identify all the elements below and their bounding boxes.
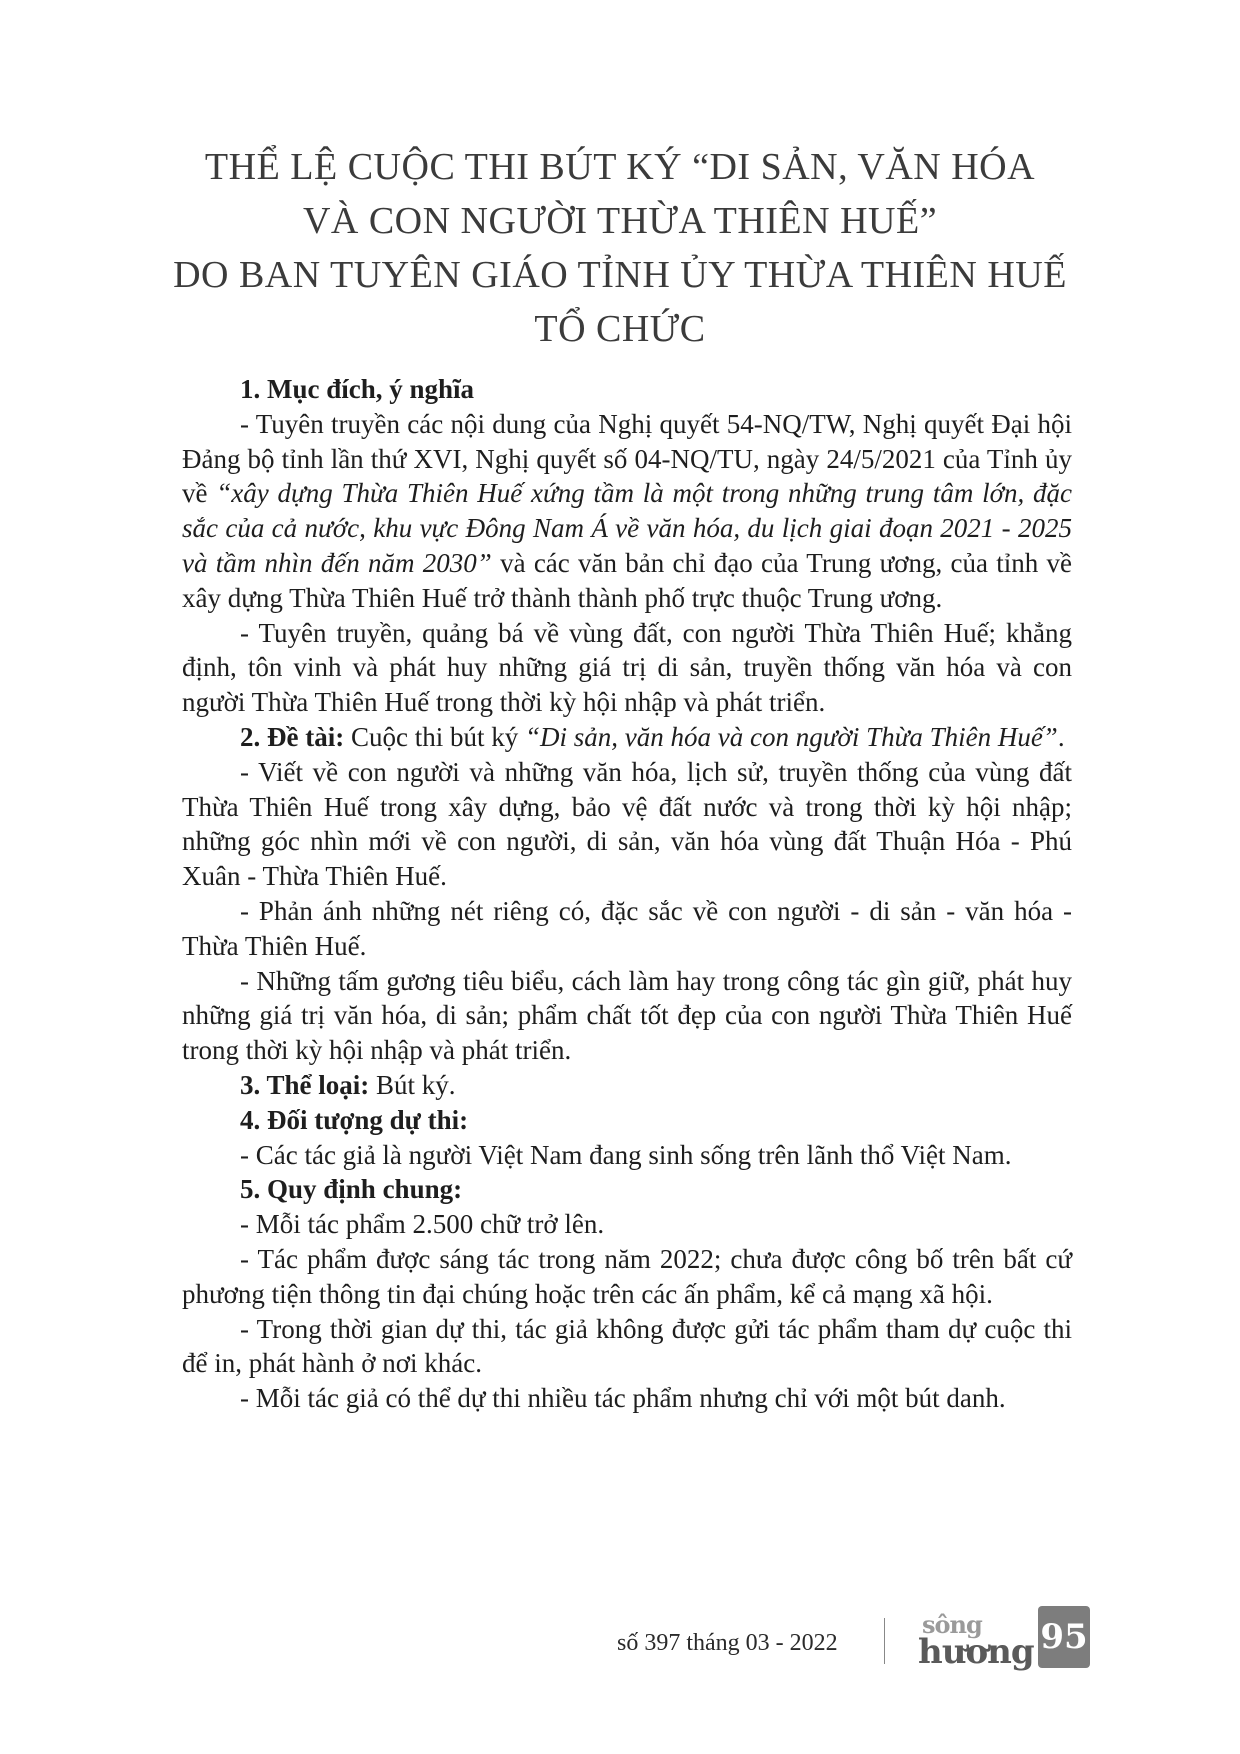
section-5-heading: 5. Quy định chung: [240,1174,463,1205]
section-1-p1-quote: “xây dựng Thừa Thiên Huế xứng tầm là một trong những trung tâm lớn, đặc sắc của cả nước, khu vực Đông Nam Á về văn hóa, du lịch giai đoạn 2021 - 2025 và tầm nhìn đến năm 2030” [182,478,1072,578]
section-2-quote: “Di sản, văn hóa và con người Thừa Thiên Huế” [524,721,1058,752]
section-1-heading: 1. Mục đích, ý nghĩa [240,374,475,404]
footer-divider [884,1618,885,1664]
section-1-p1-text: - Tuyên truyền các nội dung của Nghị quyết 54-NQ/TW, Nghị quyết Đại hội Đảng bộ tỉnh lần thứ XVI, Nghị quyết số 04-NQ/TU, ngày 24/5/2021 của Tỉnh ủy về [182,408,1072,509]
section-2-lead: 2. Đề tài: [240,721,345,752]
logo-bottom-word: hương [918,1632,1034,1672]
title-line-3: DO BAN TUYÊN GIÁO TỈNH ỦY THỪA THIÊN HUẾ [173,254,1067,296]
section-1-paragraph-1 [182,407,1072,616]
section-2-text: Cuộc thi bút ký [344,721,525,752]
section-2-intro [182,720,1072,755]
logo-top-word: sông [922,1610,982,1639]
section-4-paragraph-1: - Các tác giả là người Việt Nam đang sinh sống trên lãnh thổ Việt Nam. [240,1139,1012,1170]
section-3-lead: 3. Thể loại: [240,1069,370,1100]
title-line-2: VÀ CON NGƯỜI THỪA THIÊN HUẾ” [302,200,938,242]
article-title [150,140,1090,356]
page-number: 95 [1038,1606,1090,1668]
title-line-1: THỂ LỆ CUỘC THI BÚT KÝ “DI SẢN, VĂN HÓA [204,146,1036,188]
magazine-logo [912,1610,1032,1676]
article-body [182,372,1072,1416]
section-3-line [182,1068,1072,1103]
title-line-4: TỔ CHỨC [534,308,706,350]
section-2-end: . [1057,721,1065,752]
section-4-heading: 4. Đối tượng dự thi: [240,1104,469,1135]
section-2-paragraph-2: - Phản ánh những nét riêng có, đặc sắc về con người - di sản - văn hóa - Thừa Thiên Huế. [182,895,1072,961]
section-5-paragraph-4: - Mỗi tác giả có thể dự thi nhiều tác phẩm nhưng chỉ với một bút danh. [240,1383,1006,1414]
section-3-text: Bút ký. [369,1069,456,1100]
section-5-paragraph-1: - Mỗi tác phẩm 2.500 chữ trở lên. [240,1209,605,1240]
section-2-paragraph-1: - Viết về con người và những văn hóa, lịch sử, truyền thống của vùng đất Thừa Thiên Huế trong xây dựng, bảo vệ đất nước và trong thời kỳ hội nhập; những góc nhìn mới về con người, di sản, văn hóa vùng đất Thuận Hóa - Phú Xuân - Thừa Thiên Huế. [182,756,1072,892]
section-2-paragraph-3: - Những tấm gương tiêu biểu, cách làm hay trong công tác gìn giữ, phát huy những giá trị văn hóa, di sản; phẩm chất tốt đẹp của con người Thừa Thiên Huế trong thời kỳ hội nhập và phát triển. [182,965,1072,1066]
page-footer [0,1600,1240,1680]
section-5-paragraph-3: - Trong thời gian dự thi, tác giả không được gửi tác phẩm tham dự cuộc thi để in, phát hành ở nơi khác. [182,1313,1072,1379]
issue-label: số 397 tháng 03 - 2022 [617,1630,838,1656]
section-1-paragraph-2: - Tuyên truyền, quảng bá về vùng đất, con người Thừa Thiên Huế; khẳng định, tôn vinh và phát huy những giá trị di sản, truyền thống văn hóa và con người Thừa Thiên Huế trong thời kỳ hội nhập và phát triển. [182,617,1072,718]
section-1-p1-text-end: và các văn bản chỉ đạo của Trung ương, của tỉnh về xây dựng Thừa Thiên Huế trở thành thành phố trực thuộc Trung ương. [182,547,1072,613]
section-5-paragraph-2: - Tác phẩm được sáng tác trong năm 2022; chưa được công bố trên bất cứ phương tiện thông tin đại chúng hoặc trên các ấn phẩm, kể cả mạng xã hội. [182,1243,1072,1309]
